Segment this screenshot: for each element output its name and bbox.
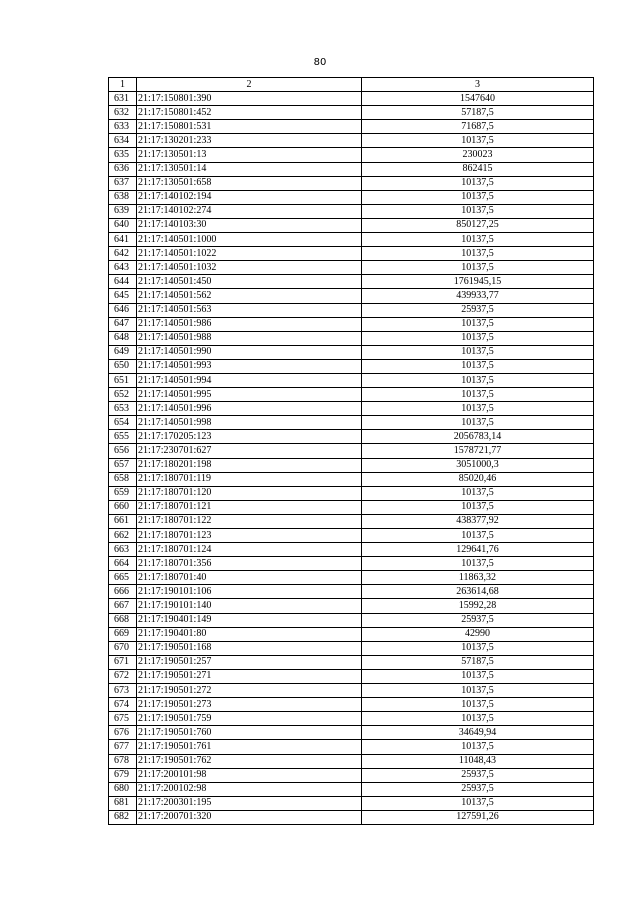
row-number-cell: 651 (109, 373, 137, 387)
cadastral-number-cell: 21:17:140102:194 (137, 190, 362, 204)
value-cell: 25937,5 (362, 782, 594, 796)
row-number-cell: 682 (109, 810, 137, 824)
cadastral-number-cell: 21:17:140501:990 (137, 345, 362, 359)
table-row (109, 162, 594, 176)
row-number-cell: 645 (109, 289, 137, 303)
row-number-cell: 639 (109, 204, 137, 218)
row-number-cell: 674 (109, 698, 137, 712)
cadastral-number-cell: 21:17:190501:271 (137, 669, 362, 683)
table-row (109, 190, 594, 204)
table-row (109, 782, 594, 796)
cadastral-number-cell: 21:17:230701:627 (137, 444, 362, 458)
row-number-cell: 657 (109, 458, 137, 472)
table-row (109, 204, 594, 218)
row-number-cell: 655 (109, 430, 137, 444)
cadastral-number-cell: 21:17:200102:98 (137, 782, 362, 796)
value-cell: 57187,5 (362, 106, 594, 120)
cadastral-number-cell: 21:17:140501:994 (137, 373, 362, 387)
row-number-cell: 680 (109, 782, 137, 796)
row-number-cell: 675 (109, 712, 137, 726)
cadastral-number-cell: 21:17:180701:122 (137, 514, 362, 528)
row-number-cell: 666 (109, 585, 137, 599)
value-cell: 1547640 (362, 92, 594, 106)
cadastral-number-cell: 21:17:180701:121 (137, 500, 362, 514)
table-row (109, 218, 594, 232)
data-table (108, 77, 594, 825)
table-row (109, 655, 594, 669)
table-row (109, 261, 594, 275)
table-row (109, 120, 594, 134)
value-cell: 57187,5 (362, 655, 594, 669)
cadastral-number-cell: 21:17:180701:123 (137, 529, 362, 543)
table-row (109, 613, 594, 627)
row-number-cell: 654 (109, 416, 137, 430)
table-row (109, 444, 594, 458)
table-row (109, 303, 594, 317)
value-cell: 10137,5 (362, 373, 594, 387)
row-number-cell: 667 (109, 599, 137, 613)
table-row (109, 402, 594, 416)
table-row (109, 486, 594, 500)
table-row (109, 388, 594, 402)
row-number-cell: 672 (109, 669, 137, 683)
row-number-cell: 634 (109, 134, 137, 148)
row-number-cell: 677 (109, 740, 137, 754)
value-cell: 127591,26 (362, 810, 594, 824)
cadastral-number-cell: 21:17:140501:998 (137, 416, 362, 430)
value-cell: 10137,5 (362, 641, 594, 655)
cadastral-number-cell: 21:17:190501:760 (137, 726, 362, 740)
cadastral-number-cell: 21:17:140102:274 (137, 204, 362, 218)
row-number-cell: 638 (109, 190, 137, 204)
page-number: 80 (313, 57, 327, 68)
cadastral-number-cell: 21:17:190501:762 (137, 754, 362, 768)
cadastral-number-cell: 21:17:200301:195 (137, 796, 362, 810)
table-row (109, 500, 594, 514)
table-row (109, 599, 594, 613)
table-row (109, 430, 594, 444)
column-header-1: 1 (109, 78, 137, 92)
value-cell: 25937,5 (362, 768, 594, 782)
cadastral-number-cell: 21:17:140501:988 (137, 331, 362, 345)
table-body (109, 92, 594, 825)
value-cell: 3051000,3 (362, 458, 594, 472)
value-cell: 263614,68 (362, 585, 594, 599)
row-number-cell: 632 (109, 106, 137, 120)
row-number-cell: 671 (109, 655, 137, 669)
row-number-cell: 661 (109, 514, 137, 528)
table-row (109, 669, 594, 683)
value-cell: 1761945,15 (362, 275, 594, 289)
row-number-cell: 646 (109, 303, 137, 317)
table-row (109, 176, 594, 190)
value-cell: 10137,5 (362, 331, 594, 345)
row-number-cell: 669 (109, 627, 137, 641)
table-row (109, 684, 594, 698)
row-number-cell: 679 (109, 768, 137, 782)
row-number-cell: 681 (109, 796, 137, 810)
table-row (109, 810, 594, 824)
value-cell: 10137,5 (362, 486, 594, 500)
value-cell: 10137,5 (362, 247, 594, 261)
row-number-cell: 635 (109, 148, 137, 162)
value-cell: 2056783,14 (362, 430, 594, 444)
table-row (109, 571, 594, 585)
value-cell: 10137,5 (362, 261, 594, 275)
row-number-cell: 668 (109, 613, 137, 627)
value-cell: 1578721,77 (362, 444, 594, 458)
value-cell: 34649,94 (362, 726, 594, 740)
row-number-cell: 637 (109, 176, 137, 190)
value-cell: 10137,5 (362, 416, 594, 430)
value-cell: 10137,5 (362, 317, 594, 331)
value-cell: 10137,5 (362, 698, 594, 712)
table-row (109, 289, 594, 303)
table-row (109, 416, 594, 430)
cadastral-number-cell: 21:17:190101:106 (137, 585, 362, 599)
cadastral-number-cell: 21:17:190501:257 (137, 655, 362, 669)
table-row (109, 134, 594, 148)
cadastral-number-cell: 21:17:130501:13 (137, 148, 362, 162)
cadastral-number-cell: 21:17:190501:168 (137, 641, 362, 655)
row-number-cell: 642 (109, 247, 137, 261)
cadastral-number-cell: 21:17:190501:759 (137, 712, 362, 726)
cadastral-number-cell: 21:17:140501:1022 (137, 247, 362, 261)
value-cell: 10137,5 (362, 134, 594, 148)
table-row (109, 712, 594, 726)
row-number-cell: 676 (109, 726, 137, 740)
value-cell: 10137,5 (362, 669, 594, 683)
row-number-cell: 633 (109, 120, 137, 134)
value-cell: 25937,5 (362, 303, 594, 317)
table-row (109, 543, 594, 557)
table-row (109, 359, 594, 373)
table-row (109, 345, 594, 359)
row-number-cell: 656 (109, 444, 137, 458)
value-cell: 42990 (362, 627, 594, 641)
cadastral-number-cell: 21:17:140501:995 (137, 388, 362, 402)
row-number-cell: 652 (109, 388, 137, 402)
table-row (109, 740, 594, 754)
table-row (109, 698, 594, 712)
row-number-cell: 653 (109, 402, 137, 416)
cadastral-number-cell: 21:17:190501:273 (137, 698, 362, 712)
cadastral-number-cell: 21:17:180701:120 (137, 486, 362, 500)
row-number-cell: 662 (109, 529, 137, 543)
value-cell: 10137,5 (362, 359, 594, 373)
table-row (109, 726, 594, 740)
table-row (109, 627, 594, 641)
table-row (109, 585, 594, 599)
table-row (109, 796, 594, 810)
cadastral-number-cell: 21:17:150801:531 (137, 120, 362, 134)
value-cell: 230023 (362, 148, 594, 162)
row-number-cell: 644 (109, 275, 137, 289)
table-row (109, 247, 594, 261)
table-row (109, 275, 594, 289)
cadastral-number-cell: 21:17:140501:562 (137, 289, 362, 303)
row-number-cell: 658 (109, 472, 137, 486)
table-row (109, 754, 594, 768)
cadastral-number-cell: 21:17:190401:149 (137, 613, 362, 627)
table-row (109, 233, 594, 247)
row-number-cell: 649 (109, 345, 137, 359)
table-row (109, 641, 594, 655)
cadastral-number-cell: 21:17:200701:320 (137, 810, 362, 824)
table-row (109, 472, 594, 486)
value-cell: 129641,76 (362, 543, 594, 557)
value-cell: 85020,46 (362, 472, 594, 486)
cadastral-number-cell: 21:17:170205:123 (137, 430, 362, 444)
value-cell: 10137,5 (362, 712, 594, 726)
row-number-cell: 665 (109, 571, 137, 585)
table-row (109, 92, 594, 106)
value-cell: 10137,5 (362, 204, 594, 218)
row-number-cell: 640 (109, 218, 137, 232)
value-cell: 10137,5 (362, 176, 594, 190)
column-header-2: 2 (137, 78, 362, 92)
table-row (109, 529, 594, 543)
row-number-cell: 664 (109, 557, 137, 571)
value-cell: 11048,43 (362, 754, 594, 768)
cadastral-number-cell: 21:17:180701:124 (137, 543, 362, 557)
table-row (109, 106, 594, 120)
row-number-cell: 647 (109, 317, 137, 331)
cadastral-number-cell: 21:17:200101:98 (137, 768, 362, 782)
column-header-3: 3 (362, 78, 594, 92)
cadastral-number-cell: 21:17:180701:40 (137, 571, 362, 585)
table-row (109, 373, 594, 387)
cadastral-number-cell: 21:17:140501:993 (137, 359, 362, 373)
cadastral-number-cell: 21:17:190501:761 (137, 740, 362, 754)
cadastral-number-cell: 21:17:190501:272 (137, 684, 362, 698)
row-number-cell: 673 (109, 684, 137, 698)
table-row (109, 331, 594, 345)
row-number-cell: 650 (109, 359, 137, 373)
value-cell: 438377,92 (362, 514, 594, 528)
table-row (109, 557, 594, 571)
value-cell: 25937,5 (362, 613, 594, 627)
value-cell: 10137,5 (362, 796, 594, 810)
row-number-cell: 641 (109, 233, 137, 247)
cadastral-number-cell: 21:17:180201:198 (137, 458, 362, 472)
value-cell: 10137,5 (362, 529, 594, 543)
value-cell: 10137,5 (362, 500, 594, 514)
table-row (109, 317, 594, 331)
cadastral-number-cell: 21:17:150801:452 (137, 106, 362, 120)
row-number-cell: 636 (109, 162, 137, 176)
value-cell: 10137,5 (362, 190, 594, 204)
value-cell: 862415 (362, 162, 594, 176)
cadastral-number-cell: 21:17:130501:14 (137, 162, 362, 176)
cadastral-number-cell: 21:17:180701:356 (137, 557, 362, 571)
table-row (109, 768, 594, 782)
value-cell: 439933,77 (362, 289, 594, 303)
table-row (109, 148, 594, 162)
row-number-cell: 678 (109, 754, 137, 768)
row-number-cell: 660 (109, 500, 137, 514)
value-cell: 10137,5 (362, 388, 594, 402)
value-cell: 71687,5 (362, 120, 594, 134)
row-number-cell: 631 (109, 92, 137, 106)
cadastral-number-cell: 21:17:130501:658 (137, 176, 362, 190)
value-cell: 10137,5 (362, 557, 594, 571)
value-cell: 10137,5 (362, 345, 594, 359)
cadastral-number-cell: 21:17:140501:1032 (137, 261, 362, 275)
cadastral-number-cell: 21:17:150801:390 (137, 92, 362, 106)
cadastral-number-cell: 21:17:140501:1000 (137, 233, 362, 247)
cadastral-number-cell: 21:17:190101:140 (137, 599, 362, 613)
row-number-cell: 670 (109, 641, 137, 655)
cadastral-number-cell: 21:17:140501:986 (137, 317, 362, 331)
value-cell: 10137,5 (362, 684, 594, 698)
value-cell: 10137,5 (362, 740, 594, 754)
value-cell: 10137,5 (362, 233, 594, 247)
cadastral-number-cell: 21:17:140501:450 (137, 275, 362, 289)
row-number-cell: 648 (109, 331, 137, 345)
cadastral-number-cell: 21:17:190401:80 (137, 627, 362, 641)
cadastral-number-cell: 21:17:140501:996 (137, 402, 362, 416)
cadastral-number-cell: 21:17:140501:563 (137, 303, 362, 317)
table-row (109, 458, 594, 472)
value-cell: 850127,25 (362, 218, 594, 232)
value-cell: 11863,32 (362, 571, 594, 585)
row-number-cell: 643 (109, 261, 137, 275)
value-cell: 10137,5 (362, 402, 594, 416)
row-number-cell: 659 (109, 486, 137, 500)
table-row (109, 514, 594, 528)
value-cell: 15992,28 (362, 599, 594, 613)
cadastral-number-cell: 21:17:140103:30 (137, 218, 362, 232)
cadastral-number-cell: 21:17:180701:119 (137, 472, 362, 486)
table-header-row (109, 78, 594, 92)
cadastral-number-cell: 21:17:130201:233 (137, 134, 362, 148)
row-number-cell: 663 (109, 543, 137, 557)
